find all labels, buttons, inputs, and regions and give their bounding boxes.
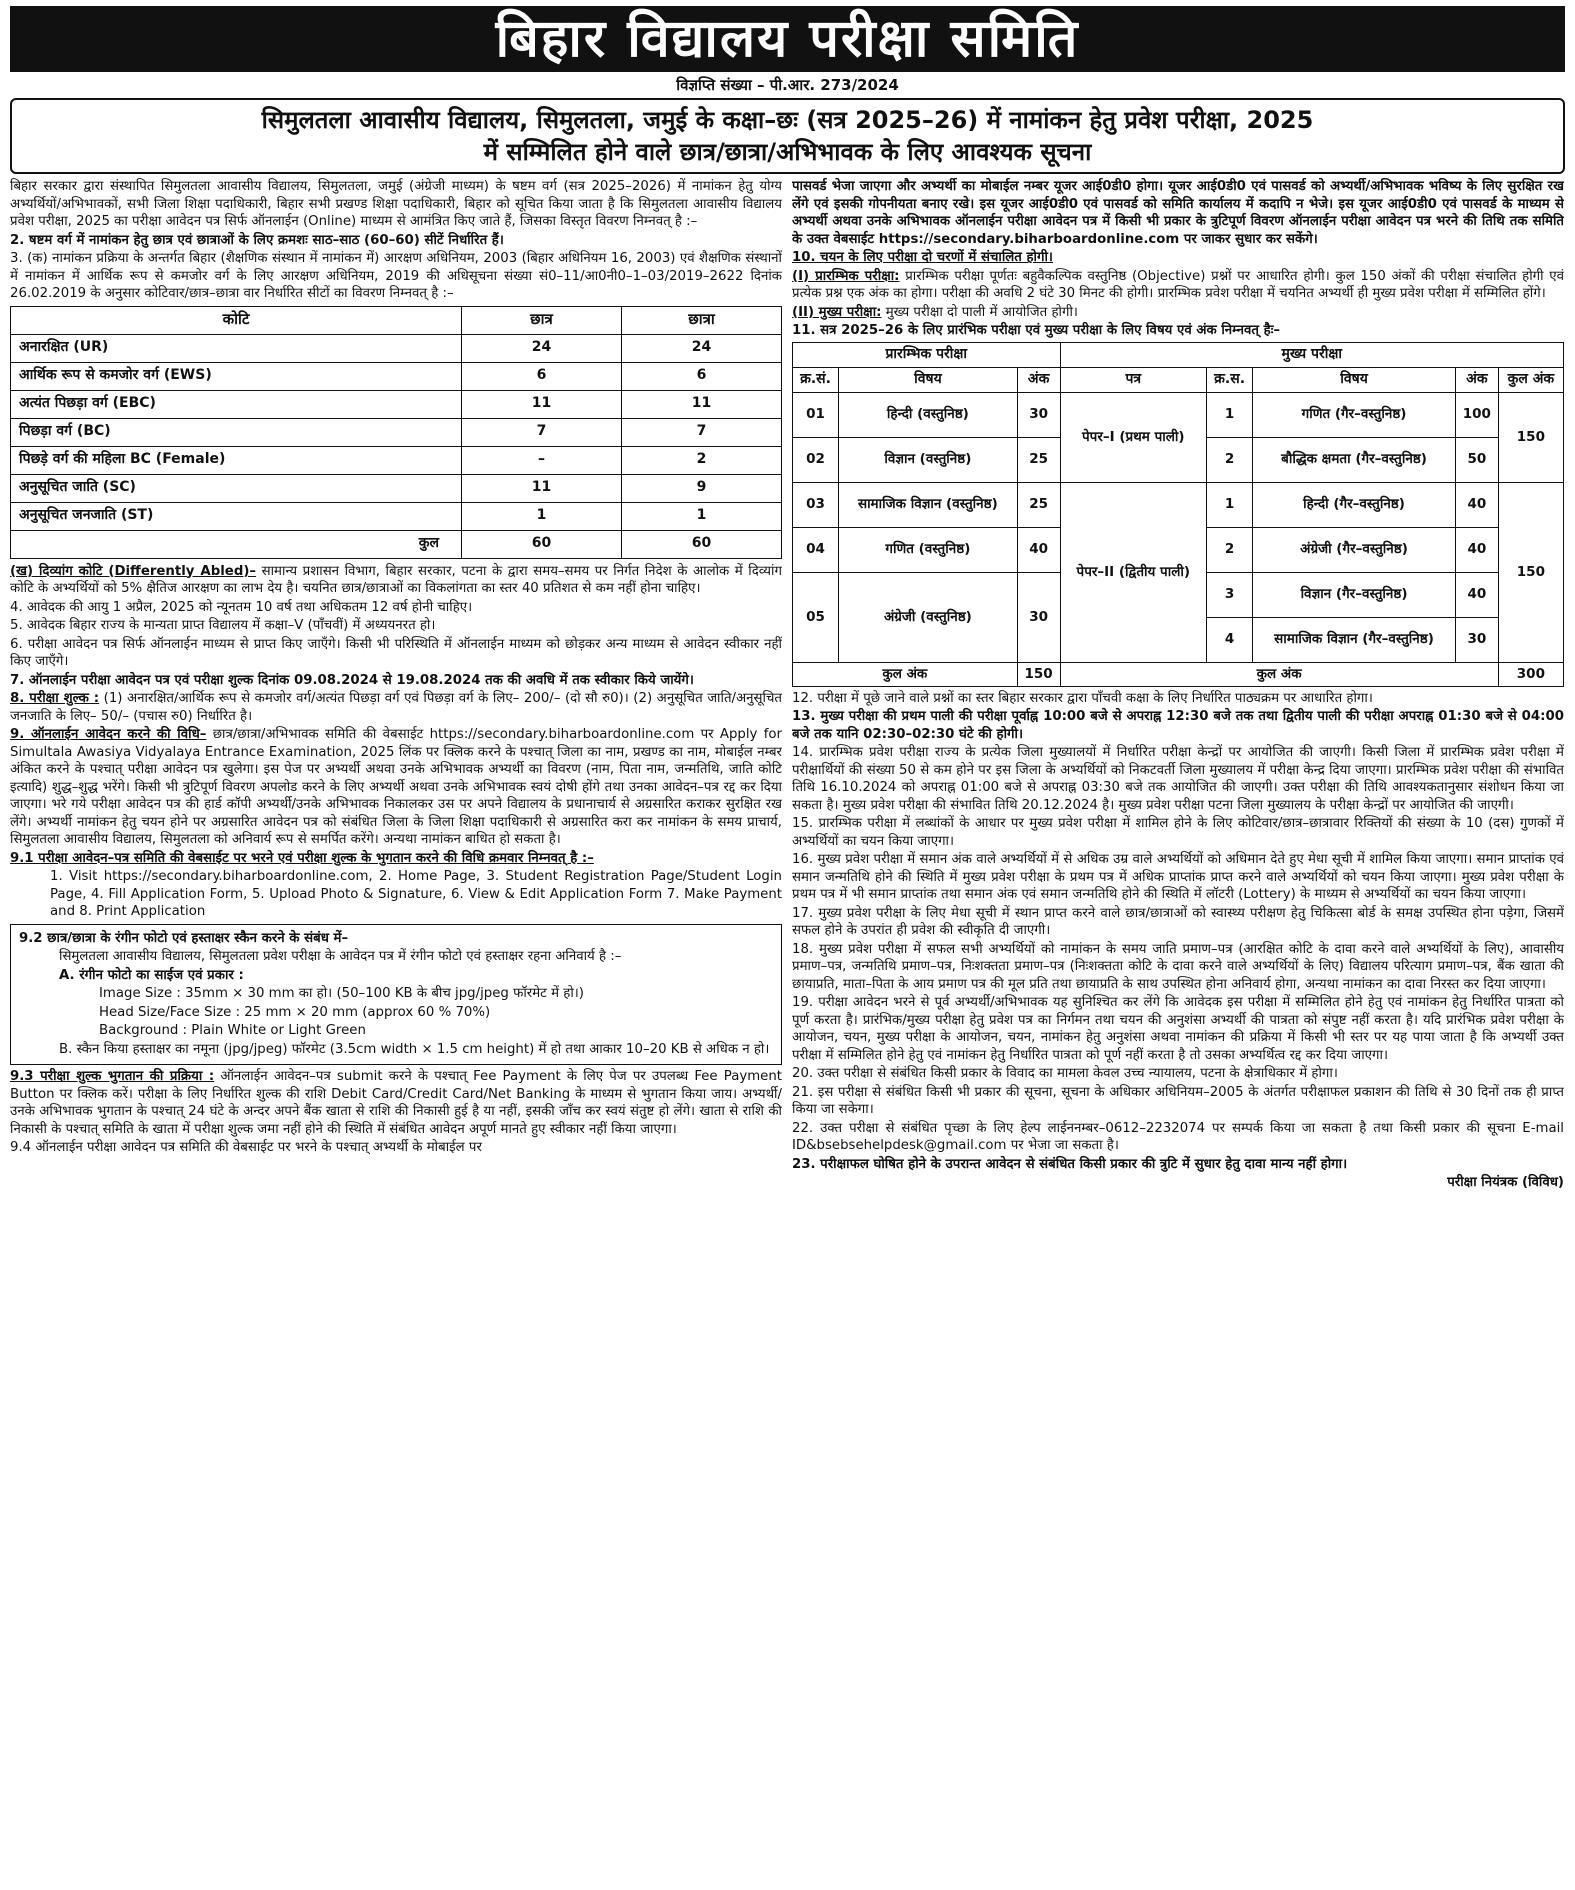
para-19: 19. परीक्षा आवेदन भरने से पूर्व अभ्यर्थी/अभिभावक यह सुनिश्चित कर लेंगे कि आवेदक इस परीक्षा में सम्मिलित होने हेतु एवं नामांकन हेतु निर्धारित पात्रता को पूर्ण करता है। प्रारंभिक/मुख्य परीक्षा हेतु प्रवेश पत्र का निर्गमन तथा चयन की अनुशंसा अभ्यर्थी की पात्रता को संपुष्ट नहीं करता है। यदि प्रारंभिक प्रवेश परीक्षा के आयोजन, चयन, मुख्य परीक्षा के आयोजन, चयन, नामांकन हेतु अनुशंसा अथवा नामांकन की प्रक्रिया में किसी भी स्तर पर यह पाया जाता है कि अभ्यर्थी उक्त परीक्षा में सम्मिलित होने हेतु एवं नामांकन हेतु निर्धारित पात्रता को पूर्ण नहीं करता है तो उसका अभ्यर्थित्व रद्द कर दिया जाएगा। bbox=[792, 995, 1564, 1063]
main-sno: 1 bbox=[1207, 482, 1253, 527]
seat-total-row bbox=[11, 530, 782, 558]
main-sno: 1 bbox=[1207, 392, 1253, 437]
seat-row bbox=[11, 418, 782, 446]
prelim-subject: सामाजिक विज्ञान (वस्तुनिष्ठ) bbox=[839, 482, 1018, 527]
seat-row bbox=[11, 446, 782, 474]
prelim-subject: अंग्रेजी (वस्तुनिष्ठ) bbox=[839, 572, 1018, 662]
col-paper: पत्र bbox=[1060, 367, 1207, 392]
para-8-text: (1) अनारक्षित/आर्थिक रूप से कमजोर वर्ग/अत्यंत पिछड़ा वर्ग एवं पिछड़ा वर्ग के लिए– 200/– (दो सौ रु0)। (2) अनुसूचित जाति/अनुसूचित जनजाति के लिए– 50/– (पचास रु0) निर्धारित है। bbox=[10, 691, 782, 724]
para-9-4-cont: पासवर्ड भेजा जाएगा और अभ्यर्थी का मोबाईल नम्बर यूजर आई0डी0 होगा। यूजर आई0डी0 एवं पासवर्ड को अभ्यर्थी/अभिभावक भविष्य के लिए सुरक्षित रख लेंगे एवं इसकी गोपनीयता बनाए रखे। इस यूजर आई0डी0 एवं पासवर्ड को समिति कार्यालय में कदापि न भेजे। इस यूजर आई0डी0 एवं पासवर्ड के माध्यम से अभ्यर्थी अथवा उनके अभिभावक ऑनलाईन परीक्षा आवेदन पत्र में किसी भी प्रकार के त्रुटिपूर्ण विवरण ऑनलाईन परीक्षा आवेदन पत्र भरने की तिथि तक समिति के उक्त वेबसाईट https://secondary.biharboardonline.com पर जाकर सुधार कर सकेंगे। bbox=[792, 179, 1564, 247]
prelim-sno: 03 bbox=[793, 482, 839, 527]
signature: परीक्षा नियंत्रक (विविध) bbox=[1447, 1175, 1564, 1190]
seat-category: अनुसूचित जाति (SC) bbox=[11, 474, 462, 502]
prelim-marks: 30 bbox=[1017, 572, 1060, 662]
prelim-sno: 01 bbox=[793, 392, 839, 437]
board-title-banner: बिहार विद्यालय परीक्षा समिति bbox=[10, 6, 1565, 72]
para-9-1-steps: 1. Visit https://secondary.biharboardonline.com, 2. Home Page, 3. Student Registration Page/Student Login Page, 4. Fill Application Form, 5. Upload Photo & Signature, 6. View & Edit Application Form 7. Make Payment and 8. Print Application bbox=[50, 869, 782, 919]
para-15: 15. प्रारम्भिक परीक्षा में लब्धांकों के आधार पर मुख्य प्रवेश परीक्षा में शामिल होने के लिए कोटिवार/छात्र–छात्रावार रिक्तियों की संख्या के 10 (दस) गुणकों में अभ्यर्थियों का चयन किया जाएगा। bbox=[792, 816, 1564, 849]
para-9 bbox=[10, 726, 782, 849]
para-9-2-text: सिमुलतला आवासीय विद्यालय, सिमुलतला प्रवेश परीक्षा के आवेदन पत्र में रंगीन फोटो एवं हस्ताक्षर रहना अनिवार्य है :– bbox=[59, 949, 622, 964]
prelim-marks: 25 bbox=[1017, 482, 1060, 527]
seat-row bbox=[11, 474, 782, 502]
exam-total-row bbox=[793, 662, 1564, 686]
paper-1-label: पेपर–I (प्रथम पाली) bbox=[1060, 392, 1207, 482]
prelim-total-label: कुल अंक bbox=[793, 662, 1018, 686]
paper-2-total: 150 bbox=[1498, 482, 1563, 662]
seat-category: आर्थिक रूप से कमजोर वर्ग (EWS) bbox=[11, 362, 462, 390]
para-8-label: 8. परीक्षा शुल्क : bbox=[10, 691, 100, 706]
col-main-subject: विषय bbox=[1253, 367, 1456, 392]
prelim-total: 150 bbox=[1017, 662, 1060, 686]
para-10-i bbox=[792, 268, 1564, 303]
para-3-kha-text: सामान्य प्रशासन विभाग, बिहार सरकार, पटना के द्वारा समय–समय पर निर्गत निदेश के आलोक में दिव्यांग कोटि के अभ्यर्थियों को 5% क्षैतिज आरक्षण का लाभ देय है। चयनित छात्र/छात्राओं का विकलांगता का स्तर 40 प्रतिशत से कम नहीं होना चाहिए। bbox=[10, 563, 782, 596]
seat-girls: 1 bbox=[622, 502, 782, 530]
para-9-1-title: 9.1 परीक्षा आवेदन–पत्र समिति की वेबसाईट पर भरने एवं परीक्षा शुल्क के भुगतान करने की विधि क्रमवार निम्नवत् है :– bbox=[10, 850, 594, 866]
seat-total-boys: 60 bbox=[462, 530, 622, 558]
prelim-sno: 02 bbox=[793, 437, 839, 482]
headline-line-1: सिमुलतला आवासीय विद्यालय, सिमुलतला, जमुई के कक्षा–छः (सत्र 2025–26) में नामांकन हेतु प्रवेश परीक्षा, 2025 bbox=[261, 106, 1314, 134]
para-3-kha bbox=[10, 563, 782, 598]
seat-row bbox=[11, 362, 782, 390]
prelim-sno: 04 bbox=[793, 527, 839, 572]
para-9-4: 9.4 ऑनलाईन परीक्षा आवेदन पत्र समिति की वेबसाईट पर भरने के पश्चात् अभ्यर्थी के मोबाईल पर bbox=[10, 1140, 482, 1155]
para-14: 14. प्रारम्भिक प्रवेश परीक्षा राज्य के प्रत्येक जिला मुख्यालयों में निर्धारित परीक्षा केन्द्रों पर आयोजित की जाएगी। किसी जिला में प्रारम्भिक प्रवेश परीक्षा में परीक्षार्थियों की संख्या 50 से कम होने पर इस जिला के अभ्यर्थियों को निकटवर्ती जिला मुख्यालय में परीक्षा केन्द्र दिया जाएगा। प्रारम्भिक प्रवेश परीक्षा की संभावित तिथि 16.10.2024 को अपराह्न 01:00 बजे से अपराह्न 03:30 बजे तक आयोजित की जाएगी। उक्त परीक्षा की तिथि आवश्यकतानुसार संशोधन किया जा सकता है। मुख्य प्रवेश परीक्षा की संभावित तिथि 20.12.2024 है। मुख्य प्रवेश परीक्षा पटना जिला मुख्यालय के परीक्षा केन्द्रों पर आयोजित की जाएगी। bbox=[792, 745, 1564, 813]
paper-2-label: पेपर–II (द्वितीय पाली) bbox=[1060, 482, 1207, 662]
col-total: कुल अंक bbox=[1498, 367, 1563, 392]
paper-1-total: 150 bbox=[1498, 392, 1563, 482]
seat-boys: – bbox=[462, 446, 622, 474]
main-marks: 30 bbox=[1455, 617, 1498, 662]
seat-girls: 11 bbox=[622, 390, 782, 418]
seat-table bbox=[10, 306, 782, 559]
para-9-2-title: 9.2 छात्र/छात्रा के रंगीन फोटो एवं हस्ताक्षर स्कैन करने के संबंध में– bbox=[19, 930, 349, 946]
seat-row bbox=[11, 334, 782, 362]
col-main-sno: क्र.स. bbox=[1207, 367, 1253, 392]
right-column bbox=[792, 178, 1564, 1890]
para-9-label: 9. ऑनलाईन आवेदन करने की विधि– bbox=[10, 727, 207, 742]
main-subject: सामाजिक विज्ञान (गैर–वस्तुनिष्ठ) bbox=[1253, 617, 1456, 662]
para-17: 17. मुख्य प्रवेश परीक्षा के लिए मेधा सूची में स्थान प्राप्त करने वाले छात्र/छात्राओं को स्वास्थ्य परीक्षण हेतु चिकित्सा बोर्ड के समक्ष उपस्थित होना पड़ेगा, जिसमें सफल होने के उपरांत ही प्रवेश की स्वीकृति दी जाएगी। bbox=[792, 905, 1564, 938]
seat-category: पिछड़े वर्ग की महिला BC (Female) bbox=[11, 446, 462, 474]
seat-header-girls: छात्रा bbox=[622, 306, 782, 334]
col-main-marks: अंक bbox=[1455, 367, 1498, 392]
main-sno: 3 bbox=[1207, 572, 1253, 617]
photo-signature-box bbox=[10, 924, 782, 1066]
exam-column-header bbox=[793, 367, 1564, 392]
seat-girls: 9 bbox=[622, 474, 782, 502]
signature-spec: B. स्कैन किया हस्ताक्षर का नमूना (jpg/jpeg) फॉरमेट (3.5cm width × 1.5 cm height) में हो तथा आकार 10–20 KB से अधिक न हो। bbox=[59, 1041, 770, 1057]
main-total: 300 bbox=[1498, 662, 1563, 686]
seat-row bbox=[11, 502, 782, 530]
prelim-group-header: प्रारम्भिक परीक्षा bbox=[793, 342, 1061, 367]
para-13: 13. मुख्य परीक्षा की प्रथम पाली की परीक्षा पूर्वाह्न 10:00 बजे से अपराह्न 12:30 बजे तक तथा द्वितीय पाली की परीक्षा अपराह्न 01:30 बजे से 04:00 बजे तक यानि 02:30–02:30 घंटे की होगी। bbox=[792, 709, 1564, 742]
exam-group-header bbox=[793, 342, 1564, 367]
headline-line-2: में सम्मिलित होने वाले छात्र/छात्रा/अभिभावक के लिए आवश्यक सूचना bbox=[483, 138, 1092, 166]
main-sno: 2 bbox=[1207, 527, 1253, 572]
notice-number: विज्ञप्ति संख्या – पी.आर. 273/2024 bbox=[676, 76, 899, 94]
prelim-sno: 05 bbox=[793, 572, 839, 662]
para-9-3-label: 9.3 परीक्षा शुल्क भुगतान की प्रक्रिया : bbox=[10, 1069, 215, 1084]
para-9-3 bbox=[10, 1068, 782, 1138]
para-4: 4. आवेदक की आयु 1 अप्रैल, 2025 को न्यूनतम 10 वर्ष तथा अधिकतम 12 वर्ष होनी चाहिए। bbox=[10, 599, 473, 615]
seat-header-category: कोटि bbox=[11, 306, 462, 334]
photo-size-heading: A. रंगीन फोटो का साईज एवं प्रकार : bbox=[59, 967, 244, 983]
notice-columns bbox=[10, 178, 1565, 1890]
para-3-kha-label: (ख) दिव्यांग कोटि (Differently Abled)– bbox=[10, 563, 257, 579]
para-20: 20. उक्त परीक्षा से संबंधित किसी प्रकार के विवाद का मामला केवल उच्च न्यायालय, पटना के क्षेत्राधिकार में होगा। bbox=[792, 1066, 1338, 1081]
seat-girls: 6 bbox=[622, 362, 782, 390]
col-marks: अंक bbox=[1017, 367, 1060, 392]
seat-boys: 1 bbox=[462, 502, 622, 530]
para-9-3-text: ऑनलाईन आवेदन–पत्र submit करने के पश्चात् Fee Payment के लिए पेज पर उपलब्ध Fee Payment Button पर क्लिक करें। परीक्षा के लिए निर्धारित शुल्क की राशि Debit Card/Credit Card/Net Banking के माध्यम से भुगतान किया जाय। अभ्यर्थी/उनके अभिभावक भुगतान के पश्चात् 24 घंटे के अन्दर अपने बैंक खाता से राशि की निकासी हुई है या नहीं, इसकी जाँच कर स्वयं संतुष्ट हो लेंगे। खाता से राशि की निकासी के पश्चात् समिति के खाता में परीक्षा शुल्क जमा नहीं होने की स्थिति में संबंधित आवेदन अपूर्ण मानते हुए स्वीकार नहीं किया जाएगा। bbox=[10, 1069, 782, 1137]
seat-header-boys: छात्र bbox=[462, 306, 622, 334]
seat-boys: 6 bbox=[462, 362, 622, 390]
seat-girls: 24 bbox=[622, 334, 782, 362]
para-1: बिहार सरकार द्वारा संस्थापित सिमुलतला आवासीय विद्यालय, सिमुलतला, जमुई (अंग्रेजी माध्यम) के षष्टम वर्ग (सत्र 2025–2026) में नामांकन हेतु योग्य अभ्यर्थियों/अभिभावकों, सभी जिला शिक्षा पदाधिकारी, बिहार सभी प्रखण्ड शिक्षा पदाधिकारी, बिहार को सूचित किया जाता है कि सिमुलतला आवासीय विद्यालय प्रवेश परीक्षा, 2025 का परीक्षा आवेदन पत्र सिर्फ ऑनलाईन (Online) माध्यम से आमंत्रित किए जाते हैं, जिसका विस्तृत विवरण निम्नवत् है :– bbox=[10, 179, 782, 229]
main-total-label: कुल अंक bbox=[1060, 662, 1498, 686]
prelim-subject: हिन्दी (वस्तुनिष्ठ) bbox=[839, 392, 1018, 437]
seat-row bbox=[11, 390, 782, 418]
para-2: 2. षष्टम वर्ग में नामांकन हेतु छात्र एवं छात्राओं के लिए क्रमशः साठ–साठ (60–60) सीटें निर्धारित हैं। bbox=[10, 232, 504, 248]
seat-category: पिछड़ा वर्ग (BC) bbox=[11, 418, 462, 446]
seat-category: अनारक्षित (UR) bbox=[11, 334, 462, 362]
seat-boys: 11 bbox=[462, 474, 622, 502]
para-21: 21. इस परीक्षा से संबंधित किसी भी प्रकार की सूचना, सूचना के अधिकार अधिनियम–2005 के अंतर्गत परीक्षाफल प्रकाशन की तिथि से 30 दिनों तक ही प्राप्त किया जा सकेगा। bbox=[792, 1084, 1564, 1117]
seat-category: अत्यंत पिछड़ा वर्ग (EBC) bbox=[11, 390, 462, 418]
main-marks: 40 bbox=[1455, 572, 1498, 617]
para-10-ii-label: (II) मुख्य परीक्षा: bbox=[792, 304, 882, 320]
exam-subject-table bbox=[792, 342, 1564, 687]
prelim-marks: 25 bbox=[1017, 437, 1060, 482]
seat-boys: 24 bbox=[462, 334, 622, 362]
exam-row bbox=[793, 392, 1564, 437]
para-12: 12. परीक्षा में पूछे जाने वाले प्रश्नों का स्तर बिहार सरकार द्वारा पाँचवी कक्षा के लिए निर्धारित पाठ्यक्रम पर आधारित होगा। bbox=[792, 690, 1373, 706]
prelim-subject: विज्ञान (वस्तुनिष्ठ) bbox=[839, 437, 1018, 482]
main-sno: 2 bbox=[1207, 437, 1253, 482]
main-marks: 100 bbox=[1455, 392, 1498, 437]
para-5: 5. आवेदक बिहार राज्य के मान्यता प्राप्त विद्यालय में कक्षा–V (पाँचवीं) में अध्ययनरत हो। bbox=[10, 618, 436, 633]
main-marks: 40 bbox=[1455, 482, 1498, 527]
para-10-i-text: प्रारम्भिक परीक्षा पूर्णतः बहुवैकल्पिक वस्तुनिष्ठ (Objective) प्रश्नों पर आधारित होगी। कुल 150 अंकों की परीक्षा संचालित होगी एवं प्रत्येक प्रश्न एक अंक का होगा। परीक्षा की अवधि 2 घंटे 30 मिनट की होगी। प्रारम्भिक प्रवेश परीक्षा में चयनित अभ्यर्थी ही मुख्य प्रवेश परीक्षा में सम्मिलित होंगे। bbox=[792, 268, 1564, 301]
prelim-marks: 40 bbox=[1017, 527, 1060, 572]
para-10-ii-text: मुख्य परीक्षा दो पाली में आयोजित होगी। bbox=[885, 304, 1078, 320]
main-subject: बौद्धिक क्षमता (गैर–वस्तुनिष्ठ) bbox=[1253, 437, 1456, 482]
photo-head-size: Head Size/Face Size : 25 mm × 20 mm (approx 60 % 70%) bbox=[99, 1004, 491, 1020]
para-7: 7. ऑनलाईन परीक्षा आवेदन पत्र एवं परीक्षा शुल्क दिनांक 09.08.2024 से 19.08.2024 तक की अवधि में तक स्वीकार किये जायेंगे। bbox=[10, 672, 694, 688]
para-10-ii bbox=[792, 304, 1564, 322]
seat-total-label: कुल bbox=[11, 530, 462, 558]
seat-table-header bbox=[11, 306, 782, 334]
main-marks: 50 bbox=[1455, 437, 1498, 482]
para-8 bbox=[10, 690, 782, 725]
photo-image-size: Image Size : 35mm × 30 mm का हो। (50–100 KB के बीच jpg/jpeg फॉरमेट में हो।) bbox=[99, 986, 584, 1001]
para-3: 3. (क) नामांकन प्रक्रिया के अन्तर्गत बिहार (शैक्षणिक संस्थान में नामांकन में) आरक्षण अधिनियम, 2003 (बिहार अधिनियम 16, 2003) एवं शैक्षणिक संस्थानों में नामांकन में आर्थिक रूप से कमजोर वर्ग के लिए आरक्षण अधिनियम, 2019 की अधिसूचना संख्या सं0–11/आ0नी0–1–03/2019–2622 दिनांक 26.02.2019 के अनुसार कोटिवार/छात्र–छात्रा वार निर्धारित सीटों का विवरण निम्नवत् है :– bbox=[10, 251, 782, 301]
prelim-marks: 30 bbox=[1017, 392, 1060, 437]
main-sno: 4 bbox=[1207, 617, 1253, 662]
main-subject: अंग्रेजी (गैर–वस्तुनिष्ठ) bbox=[1253, 527, 1456, 572]
seat-boys: 11 bbox=[462, 390, 622, 418]
main-subject: गणित (गैर–वस्तुनिष्ठ) bbox=[1253, 392, 1456, 437]
seat-boys: 7 bbox=[462, 418, 622, 446]
main-subject: हिन्दी (गैर–वस्तुनिष्ठ) bbox=[1253, 482, 1456, 527]
prelim-subject: गणित (वस्तुनिष्ठ) bbox=[839, 527, 1018, 572]
main-marks: 40 bbox=[1455, 527, 1498, 572]
col-sno: क्र.सं. bbox=[793, 367, 839, 392]
seat-girls: 2 bbox=[622, 446, 782, 474]
col-subject: विषय bbox=[839, 367, 1018, 392]
para-18: 18. मुख्य प्रवेश परीक्षा में सफल सभी अभ्यर्थियों को नामांकन के समय जाति प्रमाण–पत्र (आरक्षित कोटि के दावा करने वाले अभ्यर्थियों के लिए), आवासीय प्रमाण–पत्र, जन्मतिथि प्रमाण–पत्र, निःशक्तता प्रमाण–पत्र (निःशक्तता कोटि के दावा करने वाले अभ्यर्थियों के लिए) विद्यालय परित्याग प्रमाण–पत्र, बैंक खाता की छायाप्रति, माता–पिता के आय प्रमाण पत्र की मूल प्रति तथा छायाप्रति के साथ उपस्थित होना अनिवार्य होगा, अन्यथा नामांकन का दावा निरस्त कर दिया जाएगा। bbox=[792, 941, 1564, 992]
para-9-text: छात्र/छात्रा/अभिभावक समिति की वेबसाईट https://secondary.biharboardonline.com पर Apply for Simultala Awasiya Vidyalaya Entrance Examination, 2025 लिंक पर क्लिक करने के पश्चात् जिला का नाम, प्रखण्ड का नाम, मोबाईल नम्बर अंकित करने के पश्चात् परीक्षा आवेदन पत्र खुलेगा। इस पेज पर अभ्यर्थी अथवा उनके अभिभावक अभ्यर्थी का विवरण (नाम, पिता नाम, जन्मतिथि, जाति कोटि इत्यादि) शुद्ध–शुद्ध भरेंगे। किसी भी त्रुटिपूर्ण विवरण अपलोड करने के लिए अभ्यर्थी अथवा उनके अभिभावक स्वयं दोषी होंगे तथा उनका आवेदन–पत्र रद्द कर दिया जाएगा। भरे गये परीक्षा आवेदन पत्र की हार्ड कॉपी अभ्यर्थी/उनके अभिभावक निकालकर उस पर अपने विद्यालय के प्रधानाचार्य से अग्रसारित कराकर सुरक्षित रख लेंगे। अभ्यर्थी नामांकन हेतु चयन होने पर अग्रसारित आवेदन पत्र को संबंधित जिला के जिला शिक्षा पदाधिकारी से अग्रसारित करा कर नामांकन के समय प्राचार्य, सिमुलतला आवासीय विद्यालय, सिमुलतला को अनिवार्य रूप से समर्पित करेंगे। अन्यथा नामांकन बाधित हो सकता है। bbox=[10, 727, 782, 847]
seat-category: अनुसूचित जनजाति (ST) bbox=[11, 502, 462, 530]
main-subject: विज्ञान (गैर–वस्तुनिष्ठ) bbox=[1253, 572, 1456, 617]
seat-total-girls: 60 bbox=[622, 530, 782, 558]
para-16: 16. मुख्य प्रवेश परीक्षा में समान अंक वाले अभ्यर्थियों में से अधिक उम्र वाले अभ्यर्थियों को अधिमान देते हुए मेधा सूची में शामिल किया जाएगा। समान प्राप्तांक एवं समान जन्मतिथि होने की स्थिति में मुख्य प्रवेश परीक्षा के प्रथम पत्र में अधिक प्राप्तांक प्राप्त करने वाले अभ्यर्थियों को चयन किया जाएगा। मुख्य प्रवेश परीक्षा के प्रथम पत्र में भी समान प्राप्तांक तथा समान अंक एवं समान जन्मतिथि होने की स्थिति में लॉटरी (Lottery) के माध्यम से अभ्यर्थियों का चयन किया जाएगा। bbox=[792, 852, 1564, 902]
para-11: 11. सत्र 2025–26 के लिए प्रारंभिक परीक्षा एवं मुख्य परीक्षा के लिए विषय एवं अंक निम्नवत् हैः– bbox=[792, 323, 1281, 338]
para-22: 22. उक्त परीक्षा से संबंधित पृच्छा के लिए हेल्प लाईननम्बर–0612–2232074 पर सम्पर्क किया जा सकता है तथा किसी प्रकार की सूचना E-mail ID&bsebsehelpdesk@gmail.com पर भेजा जा सकता है। bbox=[792, 1120, 1564, 1153]
para-23: 23. परीक्षाफल घोषित होने के उपरान्त आवेदन से संबंधित किसी प्रकार की त्रुटि में सुधार हेतु दावा मान्य नहीं होगा। bbox=[792, 1156, 1348, 1172]
para-10: 10. चयन के लिए परीक्षा दो चरणों में संचालित होगी। bbox=[792, 250, 1053, 265]
exam-row bbox=[793, 482, 1564, 527]
left-column bbox=[10, 178, 782, 1890]
main-group-header: मुख्य परीक्षा bbox=[1060, 342, 1564, 367]
seat-girls: 7 bbox=[622, 418, 782, 446]
notice-headline bbox=[10, 98, 1565, 174]
photo-background: Background : Plain White or Light Green bbox=[99, 1023, 366, 1038]
para-10-i-label: (I) प्रारम्भिक परीक्षा: bbox=[792, 268, 900, 284]
para-6: 6. परीक्षा आवेदन पत्र सिर्फ ऑनलाईन माध्यम से प्राप्त किए जाएँगे। किसी भी परिस्थिति में ऑनलाईन माध्यम को छोड़कर अन्य माध्यम से आवेदन स्वीकार नहीं किए जाएँगे। bbox=[10, 636, 782, 669]
